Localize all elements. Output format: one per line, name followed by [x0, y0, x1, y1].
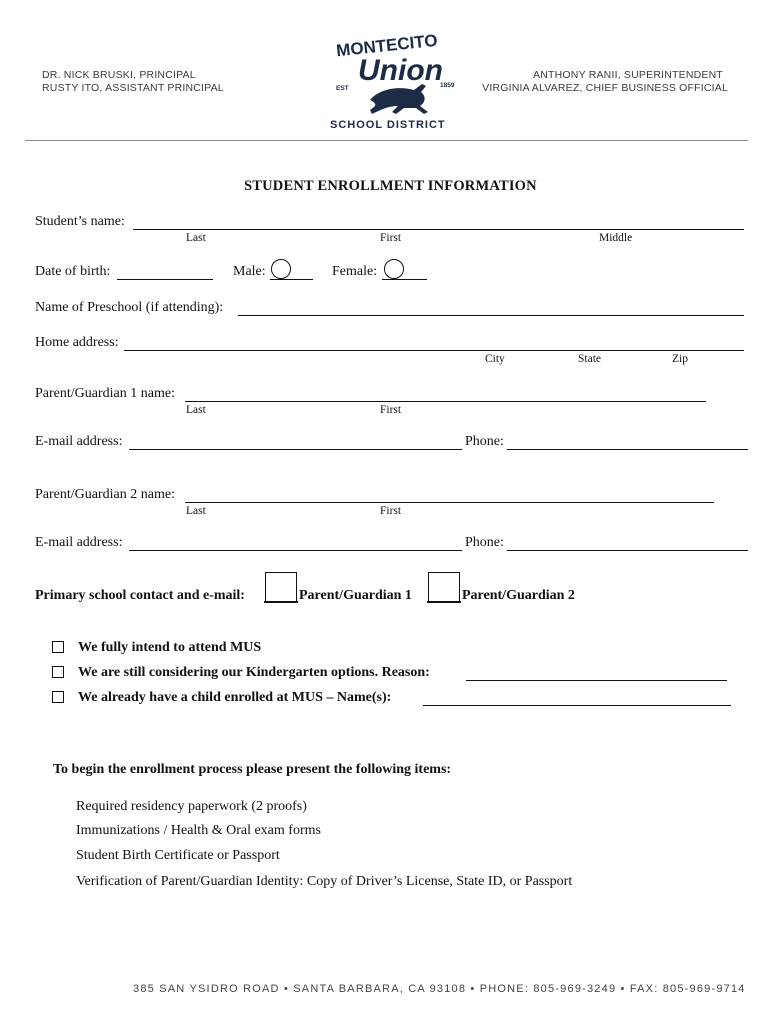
address-field[interactable] — [124, 350, 744, 351]
attend-option-label: We fully intend to attend MUS — [78, 640, 262, 655]
student-last-caption: Last — [186, 232, 206, 244]
primary-contact-label: Primary school contact and e-mail: — [35, 588, 245, 603]
male-radio[interactable] — [271, 259, 291, 279]
guardian2-name-label: Parent/Guardian 2 name: — [35, 487, 175, 502]
female-label: Female: — [332, 264, 378, 279]
items-heading: To begin the enrollment process please present the following items: — [53, 762, 452, 777]
primary-guardian1-checkbox[interactable] — [265, 572, 297, 603]
dob-field[interactable] — [117, 279, 213, 280]
enrolled-names-field[interactable] — [423, 705, 731, 706]
horse-icon — [370, 84, 428, 114]
guardian2-phone-field[interactable] — [507, 550, 748, 551]
attend-checkbox[interactable] — [52, 641, 64, 653]
primary-guardian2-label: Parent/Guardian 2 — [462, 588, 575, 603]
preschool-label: Name of Preschool (if attending): — [35, 300, 224, 315]
student-name-label: Student’s name: — [35, 214, 125, 229]
male-label: Male: — [233, 264, 266, 279]
dob-label: Date of birth: — [35, 264, 111, 279]
female-underline — [382, 279, 427, 280]
guardian1-phone-label: Phone: — [465, 434, 504, 449]
assistant-principal-name: RUSTY ITO, ASSISTANT PRINCIPAL — [42, 82, 224, 94]
reason-field[interactable] — [466, 680, 727, 681]
female-radio[interactable] — [384, 259, 404, 279]
footer-address: 385 SAN YSIDRO ROAD • SANTA BARBARA, CA 93108 • PHONE: 805-969-3249 • FAX: 805-969-9714 — [133, 983, 746, 995]
logo-top-text: MONTECITO — [335, 30, 439, 61]
guardian1-email-field[interactable] — [129, 449, 462, 450]
guardian2-email-field[interactable] — [129, 550, 462, 551]
primary-guardian2-checkbox[interactable] — [428, 572, 460, 603]
primary-guardian1-label: Parent/Guardian 1 — [299, 588, 412, 603]
address-label: Home address: — [35, 335, 119, 350]
logo-main-text: Union — [358, 54, 443, 87]
enrolled-option-label: We already have a child enrolled at MUS – Name(s): — [78, 690, 392, 705]
district-logo — [322, 20, 472, 135]
considering-checkbox[interactable] — [52, 666, 64, 678]
guardian1-first-caption: First — [380, 404, 402, 416]
enrolled-checkbox[interactable] — [52, 691, 64, 703]
state-caption: State — [578, 353, 601, 365]
preschool-field[interactable] — [238, 315, 744, 316]
item-immunizations: Immunizations / Health & Oral exam forms — [76, 823, 321, 838]
guardian1-last-caption: Last — [186, 404, 206, 416]
city-caption: City — [485, 353, 505, 365]
logo-est-text: EST — [336, 85, 349, 92]
guardian2-phone-label: Phone: — [465, 535, 504, 550]
header-divider — [25, 140, 748, 141]
logo-year-text: 1859 — [440, 82, 455, 89]
guardian1-name-field[interactable] — [185, 401, 706, 402]
guardian2-first-caption: First — [380, 505, 402, 517]
considering-option-label: We are still considering our Kindergarten options. Reason: — [78, 665, 430, 680]
zip-caption: Zip — [672, 353, 688, 365]
student-middle-caption: Middle — [599, 232, 633, 244]
item-birth-certificate: Student Birth Certificate or Passport — [76, 848, 280, 863]
guardian2-name-field[interactable] — [185, 502, 714, 503]
guardian2-last-caption: Last — [186, 505, 206, 517]
form-title: STUDENT ENROLLMENT INFORMATION — [244, 178, 537, 194]
student-first-caption: First — [380, 232, 402, 244]
principal-name: DR. NICK BRUSKI, PRINCIPAL — [42, 69, 196, 81]
guardian1-name-label: Parent/Guardian 1 name: — [35, 386, 175, 401]
item-identity-verification: Verification of Parent/Guardian Identity: Copy of Driver’s License, State ID, or Passport — [76, 874, 573, 889]
logo-subtitle: SCHOOL DISTRICT — [330, 119, 446, 131]
superintendent-name: ANTHONY RANII, SUPERINTENDENT — [533, 69, 723, 81]
cbo-name: VIRGINIA ALVAREZ, CHIEF BUSINESS OFFICIAL — [482, 82, 728, 94]
guardian1-phone-field[interactable] — [507, 449, 748, 450]
student-name-field[interactable] — [133, 229, 744, 230]
male-underline — [270, 279, 313, 280]
item-residency: Required residency paperwork (2 proofs) — [76, 799, 307, 814]
guardian2-email-label: E-mail address: — [35, 535, 123, 550]
guardian1-email-label: E-mail address: — [35, 434, 123, 449]
